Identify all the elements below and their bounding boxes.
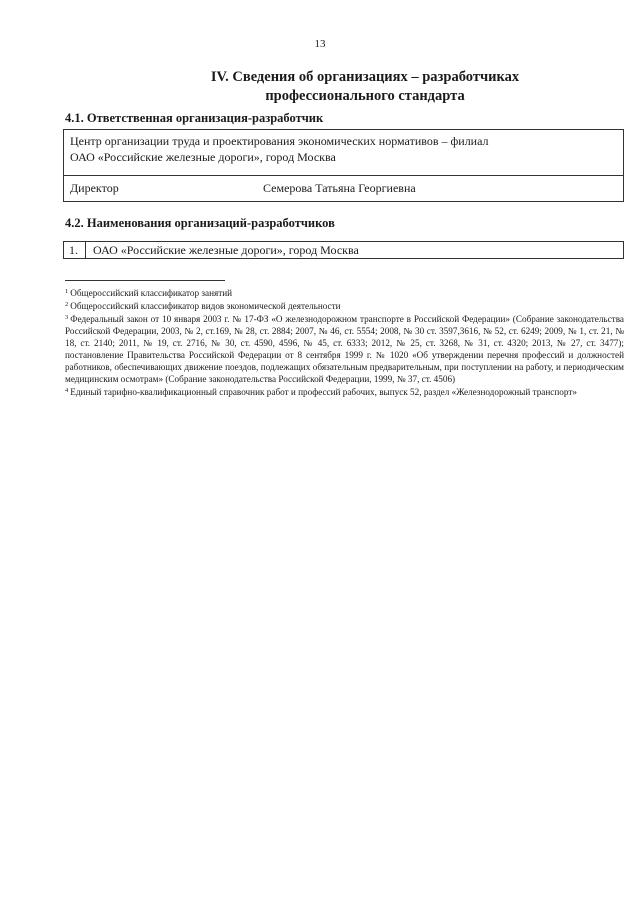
footnote-separator xyxy=(65,280,225,281)
footnote-mark: 3 xyxy=(65,314,69,321)
footnote-text: Общероссийский классификатор видов экономической деятельности xyxy=(70,301,341,311)
director-row xyxy=(63,176,624,202)
section-title-line-2: профессионального стандарта xyxy=(265,88,465,104)
responsible-org-heading: 4.1. Ответственная организация-разработчик xyxy=(65,111,324,125)
footnote xyxy=(65,385,624,398)
footnote-text: Общероссийский классификатор занятий xyxy=(70,288,233,298)
footnote-mark: 2 xyxy=(65,301,69,308)
section-title-line-1: IV. Сведения об организациях – разработчиках xyxy=(210,69,520,85)
developer-org-row xyxy=(63,241,624,259)
responsible-org-name-line-1: Центр организации труда и проектирования экономических нормативов – филиал xyxy=(70,134,489,148)
footnote-mark: 4 xyxy=(65,387,69,394)
footnote-text: Единый тарифно-квалификационный справочник работ и профессий рабочих, выпуск 52, раздел «Железнодорожный транспорт» xyxy=(70,387,577,397)
footnotes xyxy=(65,286,624,398)
section-title xyxy=(160,68,570,106)
footnote-text: Федеральный закон от 10 января 2003 г. № 17-ФЗ «О железнодорожном транспорте в Российской Федерации» (Собрание законодательства Российской Федерации, 2003, № 2, ст.169, № 28, ст. 2884; 2007, № 46, ст. 5554; 2008, № 30 ст. 3597,3616, № 52, ст. 6249; 2009, № 1, ст. 21, № 18, ст. 2140; 2011, № 19, ст. 2716, № 30, ст. 4590, 4596, № 45, ст. 6333; 2012, № 25, ст. 3268, № 31, ст. 4320; 2013, № 27, ст. 3477); постановление Правительства Российской Федерации от 8 сентября 1999 г. № 1020 «Об утверждении перечня профессий и должностей работников, обеспечивающих движение поездов, подлежащих обязательным предварительным, при поступлении на работу, и периодическим медицинским осмотрам» (Собрание законодательства Российской Федерации, 1999, № 37, ст. 4506) xyxy=(65,314,624,384)
developer-org-name: ОАО «Российские железные дороги», город Москва xyxy=(93,243,359,257)
footnote-mark: 1 xyxy=(65,288,69,295)
developer-org-number: 1. xyxy=(64,242,86,258)
page-number: 13 xyxy=(314,38,326,50)
developer-orgs-heading: 4.2. Наименования организаций-разработчиков xyxy=(65,216,335,230)
responsible-org-name-line-2: ОАО «Российские железные дороги», город Москва xyxy=(70,150,336,164)
director-name: Семерова Татьяна Георгиевна xyxy=(263,181,416,195)
footnote xyxy=(65,312,624,385)
footnote xyxy=(65,286,624,299)
footnote xyxy=(65,299,624,312)
director-role: Директор xyxy=(70,181,119,195)
responsible-org-name-cell xyxy=(63,129,624,176)
